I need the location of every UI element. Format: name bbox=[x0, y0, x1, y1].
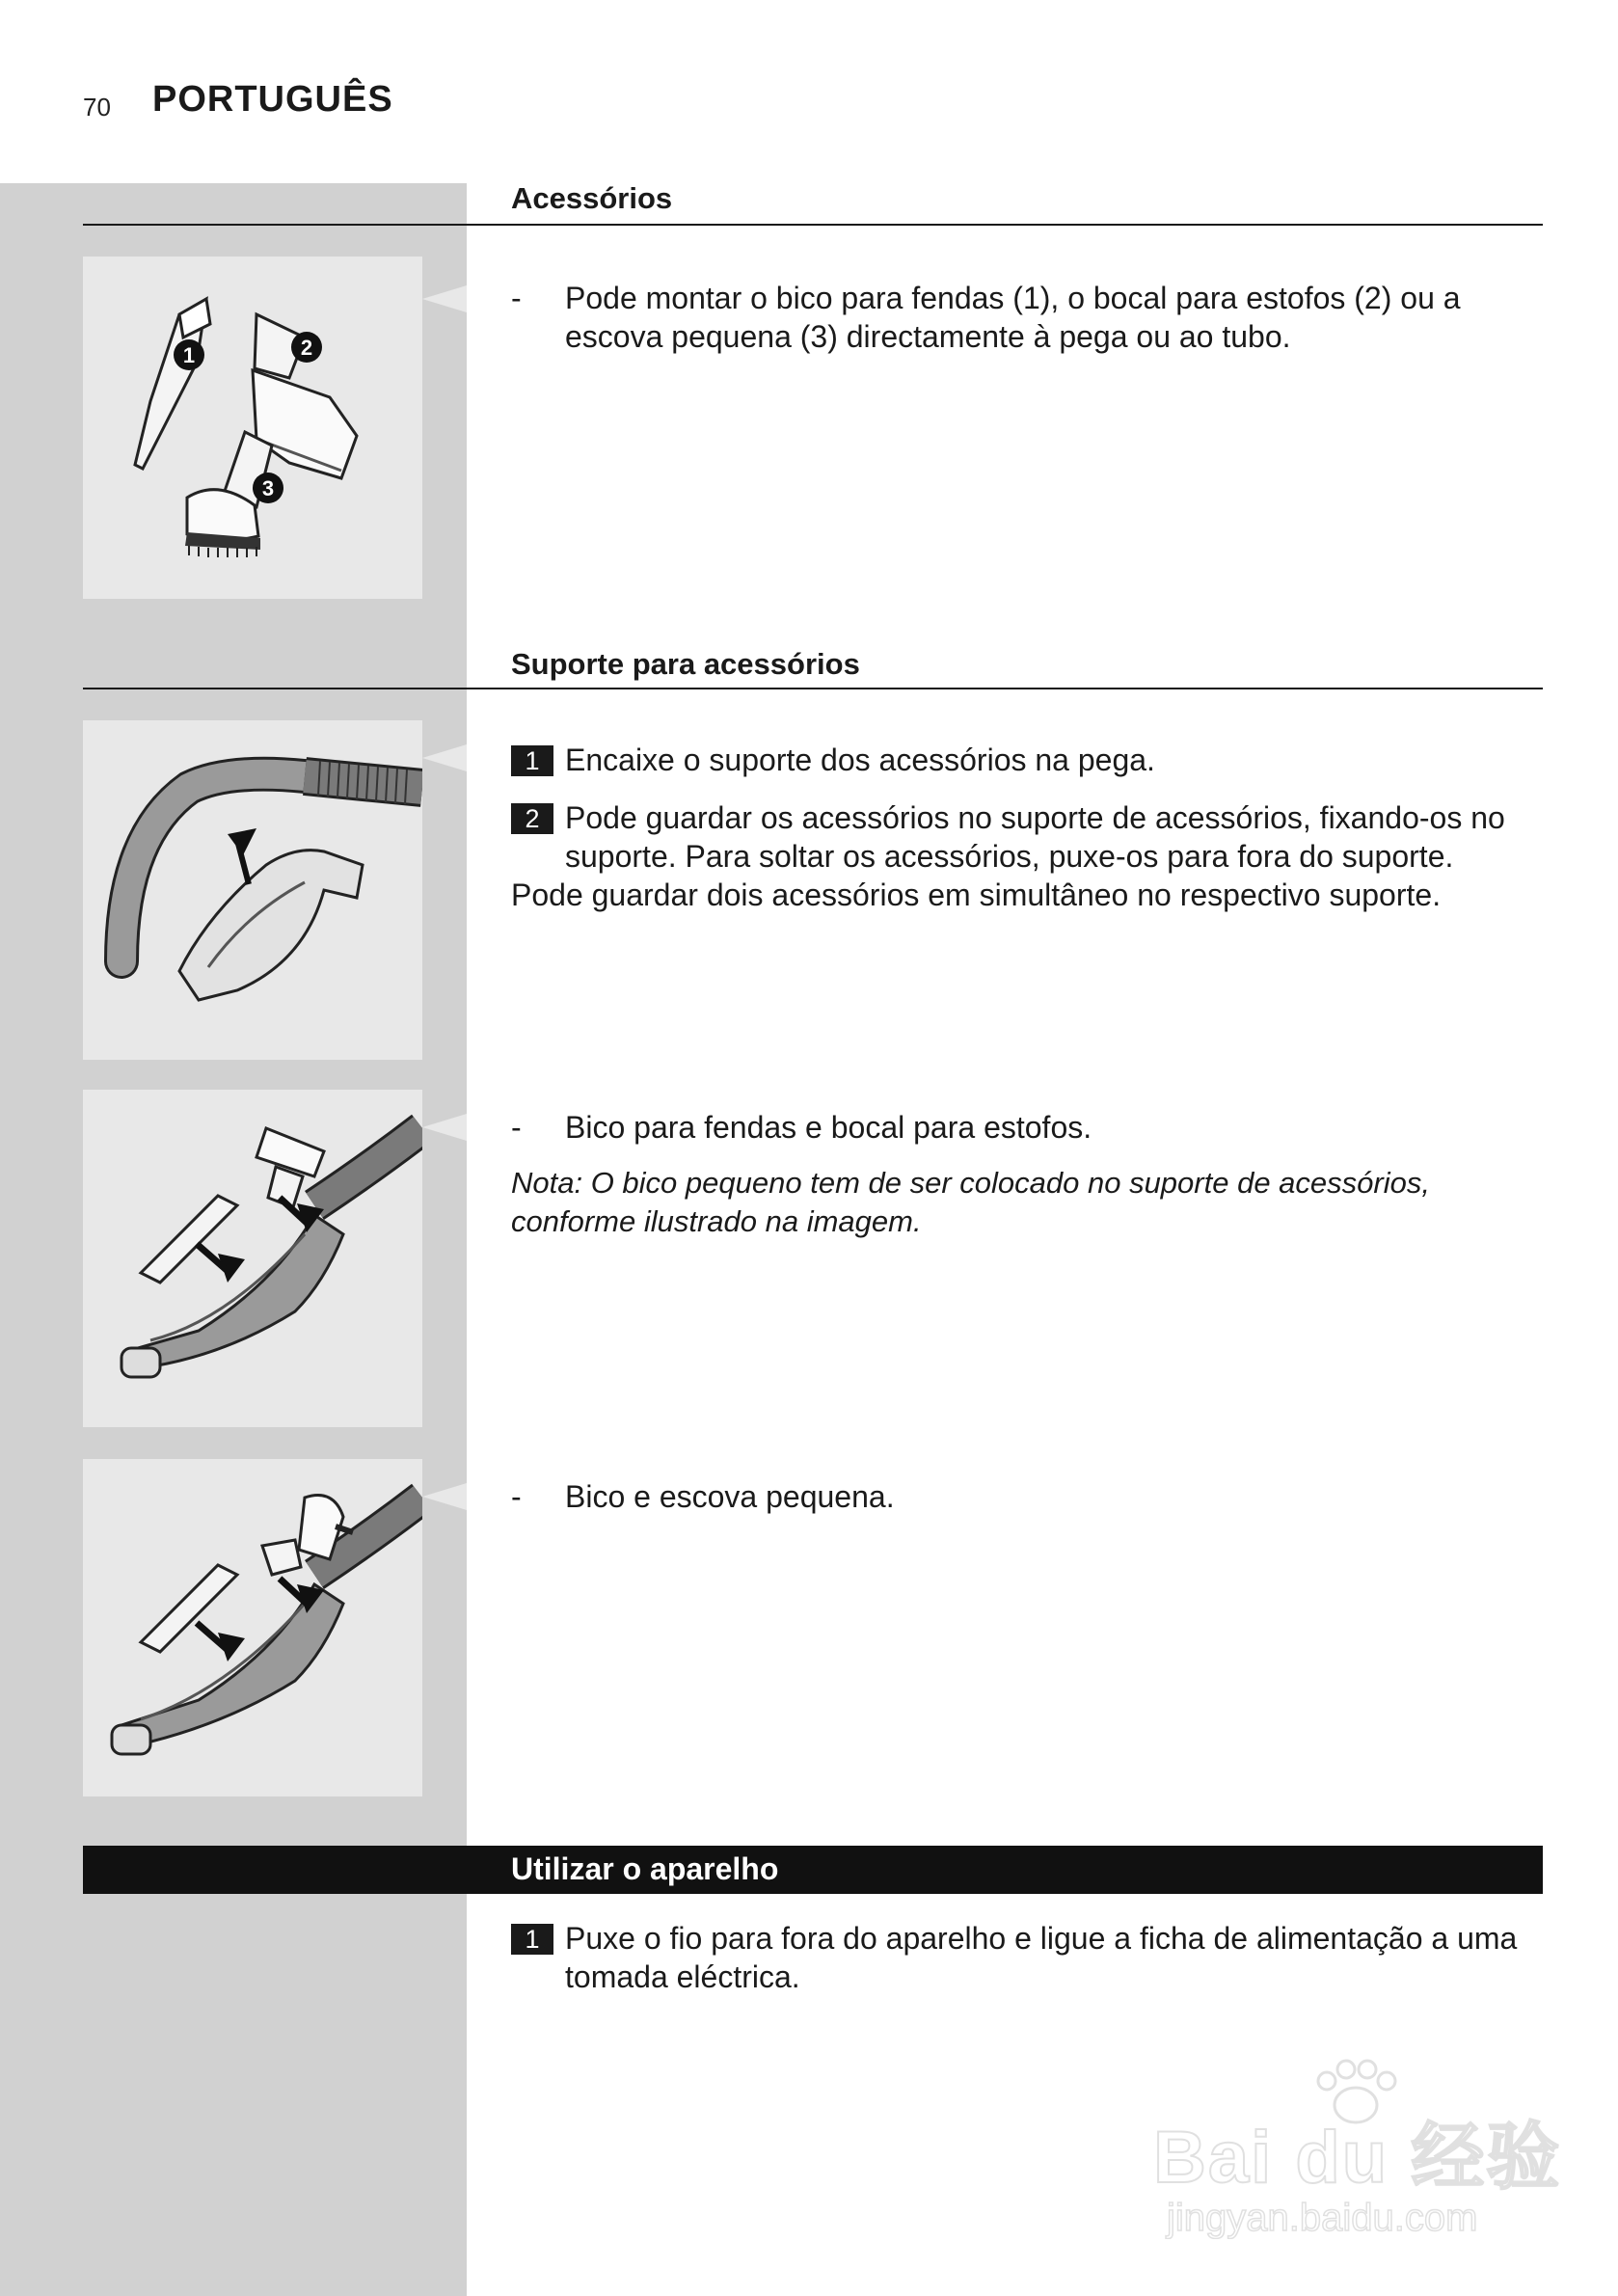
watermark-main: Bai du 经验 bbox=[1153, 2117, 1562, 2199]
holder-crevice-brush-illustration bbox=[83, 1459, 422, 1796]
baidu-watermark bbox=[1153, 2081, 1562, 2255]
holder-steps-text bbox=[511, 741, 1543, 914]
figure-label-2: 2 bbox=[300, 336, 313, 360]
dash-icon: - bbox=[511, 1110, 522, 1145]
holder-attach-illustration bbox=[83, 720, 422, 1060]
figure-pointer bbox=[422, 285, 467, 312]
figure-label-1: 1 bbox=[182, 343, 196, 367]
step-item bbox=[511, 741, 1543, 779]
figure-holder-crevice-upholstery bbox=[83, 1090, 422, 1427]
figure-holder-attach bbox=[83, 720, 422, 1060]
step-item bbox=[511, 798, 1543, 876]
figure-pointer bbox=[422, 1114, 467, 1141]
page-number: 70 bbox=[83, 93, 111, 122]
figure-pointer bbox=[422, 744, 467, 771]
dash-icon: - bbox=[511, 281, 522, 315]
figure-holder-crevice-brush bbox=[83, 1459, 422, 1796]
bullet-item bbox=[511, 279, 1543, 356]
bullet-text: Bico para fendas e bocal para estofos. bbox=[565, 1110, 1092, 1145]
section-rule bbox=[83, 224, 1543, 226]
section-rule bbox=[83, 688, 1543, 689]
bullet-item bbox=[511, 1477, 1543, 1516]
figure-pointer bbox=[422, 1483, 467, 1510]
body-paragraph: Pode guardar dois acessórios em simultâneo no respectivo suporte. bbox=[511, 878, 1442, 912]
step-text: Puxe o fio para fora do aparelho e ligue a ficha de alimentação a uma tomada eléctrica. bbox=[565, 1921, 1518, 1994]
section-title-accessories: Acessórios bbox=[511, 181, 673, 215]
note-text: Nota: O bico pequeno tem de ser colocado no suporte de acessórios, conforme ilustrado na imagem. bbox=[511, 1166, 1430, 1238]
section-title-holder: Suporte para acessórios bbox=[511, 647, 860, 681]
step-text: Encaixe o suporte dos acessórios na pega. bbox=[565, 743, 1155, 777]
bullet-item bbox=[511, 1108, 1543, 1147]
watermark-url: jingyan.baidu.com bbox=[1167, 2197, 1478, 2239]
accessories-text bbox=[511, 279, 1543, 356]
use-steps-text bbox=[511, 1919, 1543, 1996]
crevice-upholstery-text bbox=[511, 1108, 1543, 1241]
step-number-badge: 2 bbox=[511, 803, 553, 834]
dash-icon: - bbox=[511, 1479, 522, 1514]
step-number-badge: 1 bbox=[511, 1924, 553, 1955]
figure-label-3: 3 bbox=[261, 476, 275, 500]
holder-crevice-upholstery-illustration bbox=[83, 1090, 422, 1427]
step-number-badge: 1 bbox=[511, 745, 553, 776]
section-header-bar bbox=[83, 1846, 1543, 1894]
step-text: Pode guardar os acessórios no suporte de acessórios, fixando-os no suporte. Para soltar os acessórios, puxe-os para fora do suporte. bbox=[565, 800, 1505, 874]
section-title-use: Utilizar o aparelho bbox=[511, 1851, 779, 1886]
bullet-text: Pode montar o bico para fendas (1), o bocal para estofos (2) ou a escova pequena (3) directamente à pega ou ao tubo. bbox=[565, 281, 1461, 354]
language-title: PORTUGUÊS bbox=[152, 79, 393, 120]
step-item bbox=[511, 1919, 1543, 1996]
accessories-illustration bbox=[83, 257, 422, 599]
crevice-brush-text bbox=[511, 1477, 1543, 1516]
bullet-text: Bico e escova pequena. bbox=[565, 1479, 895, 1514]
figure-accessories bbox=[83, 257, 422, 599]
